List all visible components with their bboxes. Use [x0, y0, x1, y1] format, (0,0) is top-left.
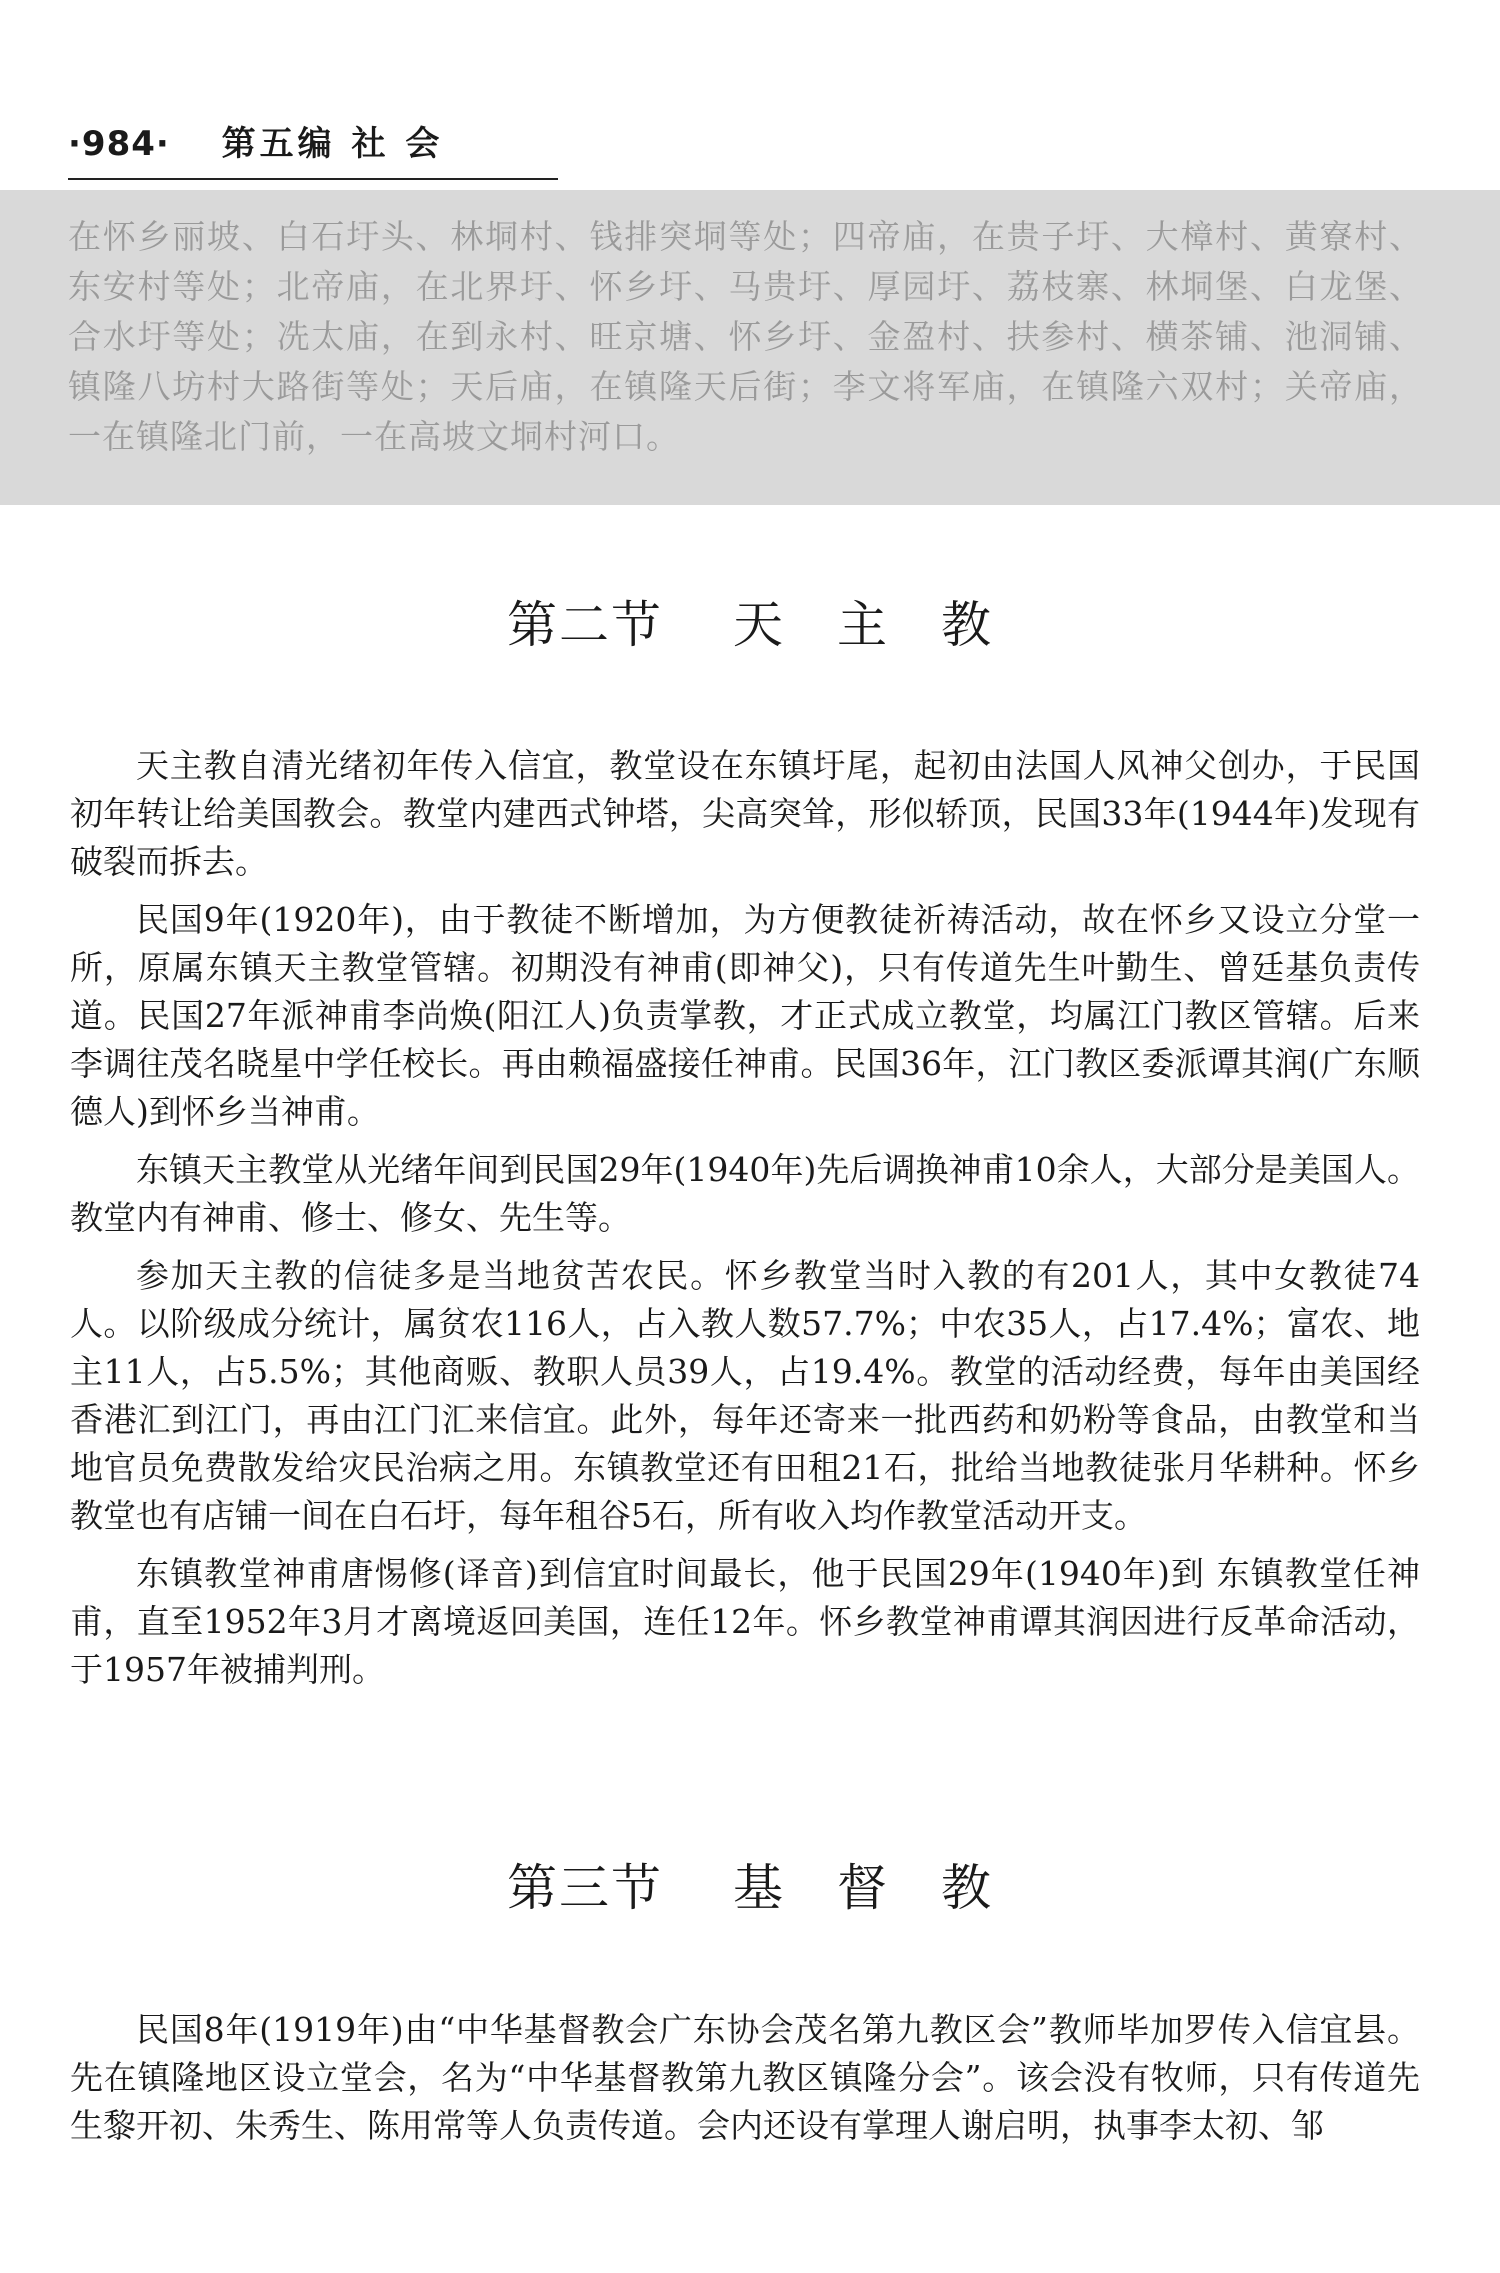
paragraph: 天主教自清光绪初年传入信宜，教堂设在东镇圩尾，起初由法国人风神父创办，于民国初年转让给美国教会。教堂内建西式钟塔，尖高突耸，形似轿顶，民国33年(1944年)发现有破裂而拆去。 — [70, 746, 1420, 881]
paragraph: 东镇天主教堂从光绪年间到民国29年(1940年)先后调换神甫10余人，大部分是美国人。教堂内有神甫、修士、修女、先生等。 — [70, 1150, 1420, 1237]
page-header — [68, 118, 558, 180]
paragraph: 参加天主教的信徒多是当地贫苦农民。怀乡教堂当时入教的有201人，其中女教徒74人。以阶级成分统计，属贫农116人，占入教人数57.7%；中农35人，占17.4%；富农、地主11人，占5.5%；其他商贩、教职人员39人，占19.4%。教堂的活动经费，每年由美国经香港汇到江门，再由江门汇来信宜。此外，每年还寄来一批西药和奶粉等食品，由教堂和当地官员免费散发给灾民治病之用。东镇教堂还有田租21石，批给当地教徒张月华耕种。怀乡教堂也有店铺一间在白石圩，每年租谷5石，所有收入均作教堂活动开支。 — [70, 1256, 1420, 1535]
carryover-text: 在怀乡丽坡、白石圩头、林垌村、钱排突垌等处；四帝庙，在贵子圩、大樟村、黄寮村、东安村等处；北帝庙，在北界圩、怀乡圩、马贵圩、厚园圩、荔枝寨、林垌堡、白龙堡、合水圩等处；冼太庙，在到永村、旺京塘、怀乡圩、金盈村、扶参村、横茶铺、池洞铺、镇隆八坊村大路街等处；天后庙，在镇隆天后街；李文将军庙，在镇隆六双村；关帝庙，一在镇隆北门前，一在高坡文垌村河口。 — [68, 217, 1423, 456]
section-3-body — [70, 2006, 1420, 2160]
part-title: 第五编 社 会 — [221, 124, 444, 164]
paragraph: 民国8年(1919年)由“中华基督教会广东协会茂名第九教区会”教师毕加罗传入信宜县。先在镇隆地区设立堂会，名为“中华基督教第九教区镇隆分会”。该会没有牧师，只有传道先生黎开初、朱秀生、陈用常等人负责传道。会内还设有掌理人谢启明，执事李太初、邹 — [70, 2010, 1420, 2145]
section-2-title — [0, 585, 1500, 657]
section-2-body — [70, 742, 1420, 1704]
section-3-name: 基 督 教 — [732, 1859, 993, 1917]
section-2-number: 第二节 — [507, 596, 664, 654]
section-2-name: 天 主 教 — [732, 596, 993, 654]
highlighted-carryover-block — [0, 190, 1500, 505]
section-3-number: 第三节 — [507, 1859, 664, 1917]
section-3-title — [0, 1848, 1500, 1920]
paragraph: 东镇教堂神甫唐惕修(译音)到信宜时间最长，他于民国29年(1940年)到 东镇教堂任神甫，直至1952年3月才离境返回美国，连任12年。怀乡教堂神甫谭其润因进行反革命活动，于1957年被捕判刑。 — [70, 1554, 1420, 1689]
paragraph: 民国9年(1920年)，由于教徒不断增加，为方便教徒祈祷活动，故在怀乡又设立分堂一所，原属东镇天主教堂管辖。初期没有神甫(即神父)，只有传道先生叶勤生、曾廷基负责传道。民国27年派神甫李尚焕(阳江人)负责掌教，才正式成立教堂，均属江门教区管辖。后来李调往茂名晓星中学任校长。再由赖福盛接任神甫。民国36年，江门教区委派谭其润(广东顺德人)到怀乡当神甫。 — [70, 900, 1420, 1131]
page-number: ·984· — [68, 124, 170, 164]
